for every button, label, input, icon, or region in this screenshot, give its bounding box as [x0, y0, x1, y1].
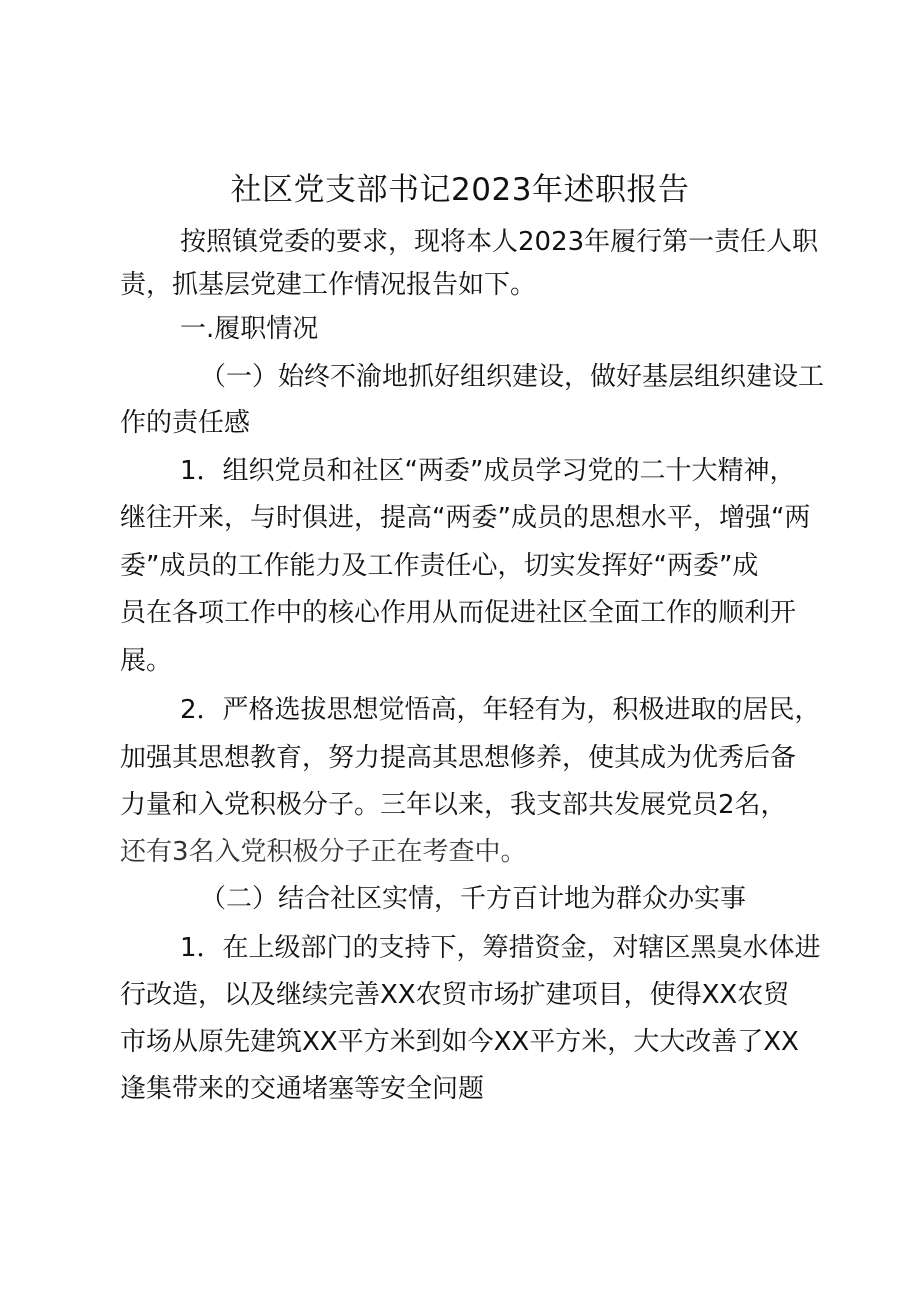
intro-line-1: 按照镇党委的要求，现将本人2023年履行第一责任人职 — [180, 227, 819, 257]
section-one-heading: 一.履职情况 — [180, 314, 319, 344]
sub-two-heading: （二）结合社区实情，千方百计地为群众办实事 — [200, 884, 747, 914]
intro-line-2: 责，抓基层党建工作情况报告如下。 — [120, 270, 537, 300]
item-2-line-1: 2．严格选拔思想觉悟高，年轻有为，积极进取的居民， — [180, 695, 821, 725]
sub-one-heading-line-1: （一）始终不渝地抓好组织建设，做好基层组织建设工 — [200, 362, 825, 392]
item-1-line-1: 1．组织党员和社区“两委”成员学习党的二十大精神， — [180, 456, 796, 486]
document-title: 社区党支部书记2023年述职报告 — [230, 172, 690, 208]
item-1-line-2: 继往开来，与时俱进，提高“两委”成员的思想水平，增强“两 — [120, 503, 811, 533]
item-3-line-3: 市场从原先建筑XX平方米到如今XX平方米，大大改善了XX — [120, 1027, 799, 1057]
item-2-line-3: 力量和入党积极分子。三年以来，我支部共发展党员2名， — [120, 790, 787, 820]
item-3-line-1: 1．在上级部门的支持下，筹措资金，对辖区黑臭水体进 — [180, 933, 821, 963]
item-1-line-3: 委”成员的工作能力及工作责任心，切实发挥好“两委”成 — [120, 551, 759, 581]
item-2-line-4: 还有3名入党积极分子正在考查中。 — [120, 837, 527, 867]
item-1-line-4: 员在各项工作中的核心作用从而促进社区全面工作的顺利开 — [120, 598, 797, 628]
sub-one-heading-line-2: 作的责任感 — [120, 408, 251, 438]
item-3-line-2: 行改造，以及继续完善XX农贸市场扩建项目，使得XX农贸 — [120, 980, 790, 1010]
item-1-line-5: 展。 — [120, 646, 173, 676]
item-3-line-4: 逢集带来的交通堵塞等安全问题 — [120, 1074, 485, 1104]
item-2-line-2: 加强其思想教育，努力提高其思想修养，使其成为优秀后备 — [120, 743, 797, 773]
